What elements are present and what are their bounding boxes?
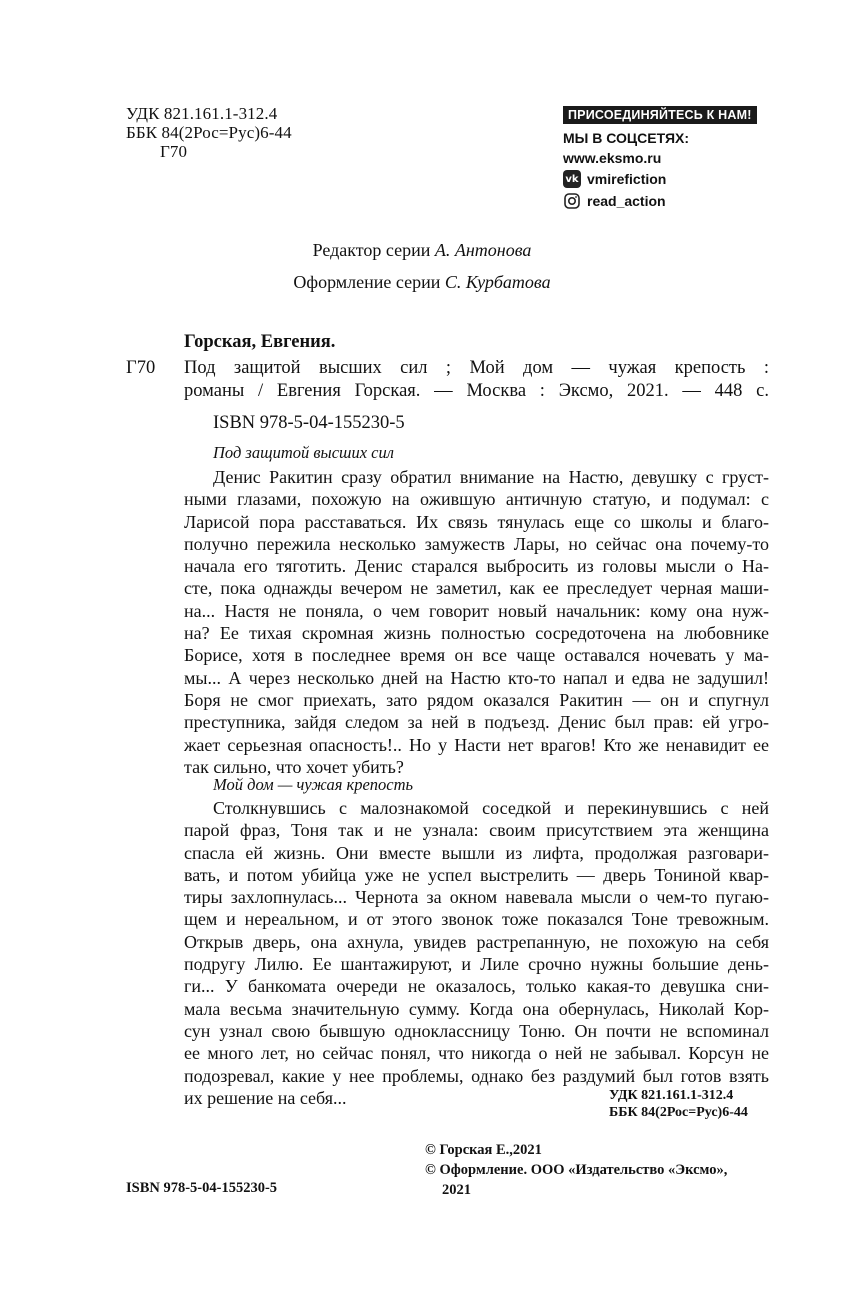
social-heading: МЫ В СОЦСЕТЯХ: — [563, 130, 690, 146]
author-heading: Горская, Евгения. — [184, 332, 336, 352]
text-line: начала его тяготить. Денис старался выбросить из головы мысли о На- — [184, 556, 769, 577]
text-line: ги... У банкомата очереди не оказалось, только какая-то девушка сни- — [184, 976, 769, 997]
catalog-title — [184, 357, 769, 403]
design-name: С. Курбатова — [444, 272, 551, 292]
social-block — [563, 106, 763, 210]
udk-code: УДК 821.161.1-312.4 — [126, 104, 278, 123]
summary2-body — [184, 797, 769, 1109]
design-label: Оформление серии — [293, 272, 441, 292]
text-line: сте, пока однажды вечером не заметил, как ее преследует черная маши- — [184, 578, 769, 599]
text-line: сун узнал свою бывшую одноклассницу Тоню. Он почти не вспоминал — [184, 1020, 769, 1041]
text-line: тиры захлопнулась... Чернота за окном навевала мысли о чем-то пугаю- — [184, 887, 769, 908]
text-line: на... Настя не поняла, о чем говорит новый начальник: кому она нуж- — [184, 600, 769, 621]
footer-udk: УДК 821.161.1-312.4 — [609, 1088, 734, 1103]
footer-isbn: ISBN 978-5-04-155230-5 — [126, 1180, 278, 1196]
text-line: спасла ей жизнь. Они вместе вышли из лифта, продолжая разговари- — [184, 842, 769, 863]
instagram-link[interactable] — [563, 192, 763, 210]
isbn-line: ISBN 978-5-04-155230-5 — [213, 413, 405, 433]
author-mark: Г70 — [160, 142, 188, 161]
text-line: Борисе, хотя в последнее время он все чаще оставался ночевать у ма- — [184, 645, 769, 666]
text-line: их решение на себя... — [184, 1087, 347, 1108]
text-line: Боря не смог приехать, зато рядом оказался Ракитин — он и спугнул — [184, 689, 769, 710]
editor-label: Редактор серии — [312, 240, 431, 260]
summary1-body — [184, 466, 769, 778]
footer-bbk: ББК 84(2Рос=Рус)6-44 — [609, 1105, 748, 1120]
text-line: преступника, зайдя следом за ней в подъезд. Денис был прав: ей угро- — [184, 712, 769, 733]
site-link[interactable]: www.eksmo.ru — [563, 150, 662, 166]
text-line: вать, и потом убийца уже не успел выстрелить — дверь Тониной квар- — [184, 864, 769, 885]
text-line: Ларисой пора расставаться. Их связь тянулась еще со школы и благо- — [184, 511, 769, 532]
text-line: Столкнувшись с малознакомой соседкой и перекинувшись с ней — [213, 798, 769, 818]
vk-link[interactable] — [563, 170, 763, 188]
footer-classification — [609, 1087, 748, 1121]
title-line: Под защитой высших сил ; Мой дом — чужая крепость : — [184, 358, 769, 378]
text-line: получно пережила несколько замужеств Лары, но сейчас она почему-то — [184, 533, 769, 554]
text-line: Денис Ракитин сразу обратил внимание на Настю, девушку с груст- — [213, 467, 769, 487]
text-line: мала весьма значительную сумму. Когда она обернулась, Николай Кор- — [184, 998, 769, 1019]
instagram-icon — [563, 192, 581, 210]
catalog-code: Г70 — [126, 358, 156, 378]
summary2-title: Мой дом — чужая крепость — [213, 775, 414, 794]
copyright-design: © Оформление. ООО «Издательство «Эксмо», — [425, 1162, 728, 1178]
text-line: жает серьезная опасность!.. Но у Насти нет врагов! Кто же ненавидит ее — [184, 734, 769, 755]
editor-credit — [0, 240, 844, 261]
text-line: щем и нереальном, и от этого звонок тоже показался Тоне тревожным. — [184, 909, 769, 930]
vk-icon: vk — [563, 170, 581, 188]
text-line: подругу Лилю. Ее шантажируют, и Лиле срочно нужны большие день- — [184, 954, 769, 975]
classification-block — [126, 104, 292, 161]
text-line: подозревал, какие у нее проблемы, однако без раздумий был готов взять — [184, 1065, 769, 1086]
title-line: романы / Евгения Горская. — Москва : Эксмо, 2021. — 448 с. — [184, 381, 769, 401]
text-line: Открыв дверь, она ахнула, увидев растрепанную, не похожую на себя — [184, 931, 769, 952]
editor-name: А. Антонова — [434, 240, 532, 260]
copyright-year: 2021 — [442, 1182, 471, 1198]
instagram-handle: read_action — [587, 193, 666, 209]
summary1-title: Под защитой высших сил — [213, 443, 394, 462]
text-line: ее много лет, но сейчас понял, что никогда о ней не забывал. Корсун не — [184, 1043, 769, 1064]
copyright-block — [425, 1140, 727, 1200]
design-credit — [0, 272, 844, 293]
text-line: так сильно, что хочет убить? — [184, 756, 404, 777]
text-line: на? Ее тихая скромная жизнь полностью сосредоточена на любовнике — [184, 623, 769, 644]
vk-handle: vmirefiction — [587, 171, 667, 187]
text-line: мы... А через несколько дней на Настю кто-то напал и едва не задушил! — [184, 667, 769, 688]
join-us-badge: ПРИСОЕДИНЯЙТЕСЬ К НАМ! — [563, 106, 757, 124]
copyright-author: © Горская Е.,2021 — [425, 1142, 542, 1158]
text-line: парой фраз, Тоня так и не узнала: своим присутствием эта женщина — [184, 820, 769, 841]
text-line: ными глазами, похожую на ожившую античную статую, и подумал: с — [184, 489, 769, 510]
bbk-code: ББК 84(2Рос=Рус)6-44 — [126, 123, 292, 142]
